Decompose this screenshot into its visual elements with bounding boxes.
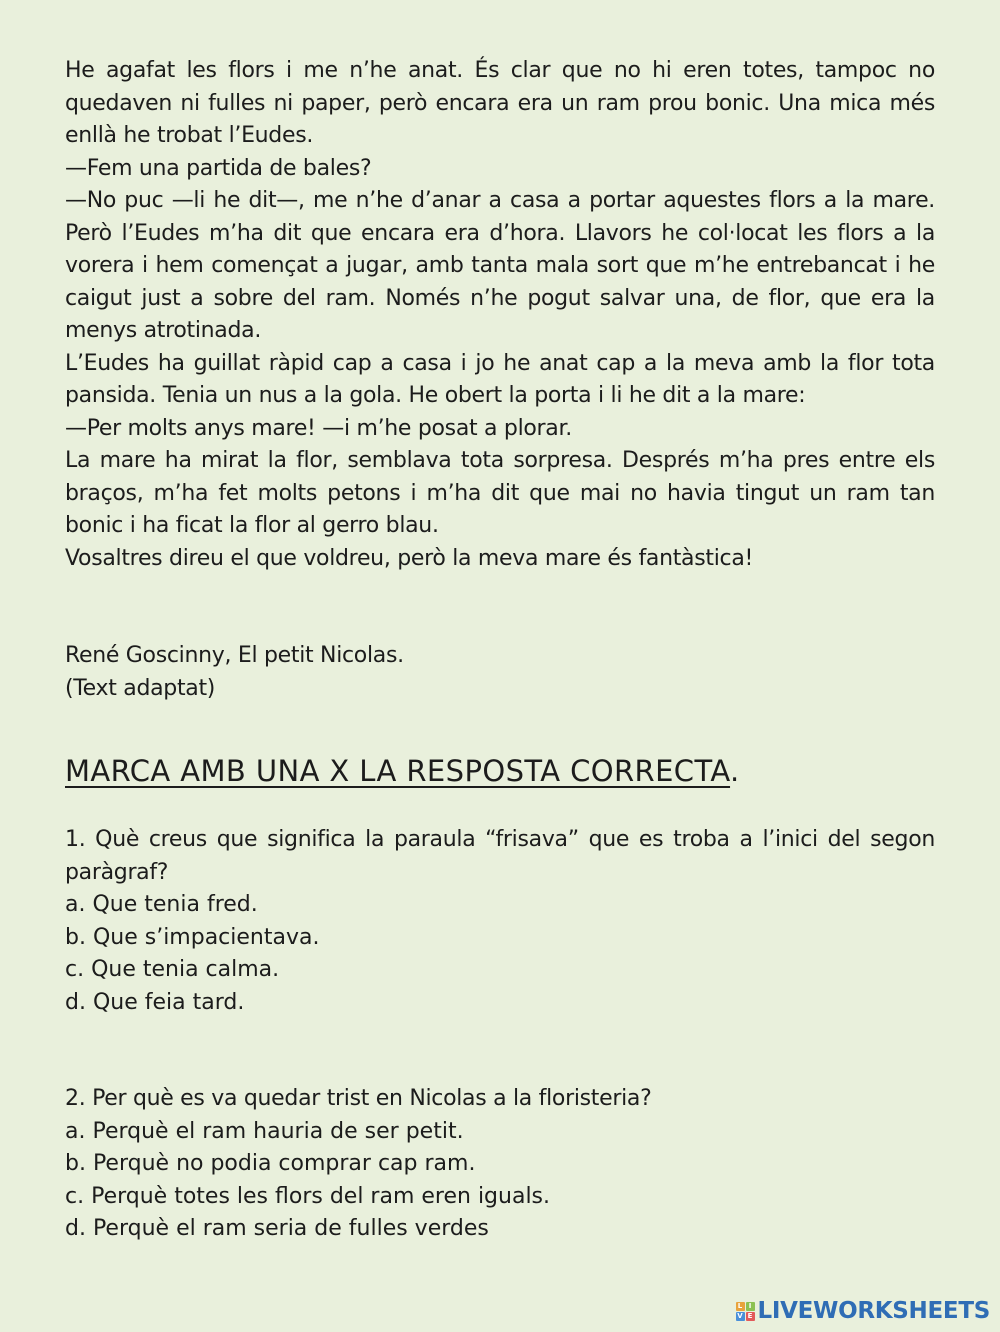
- instruction-heading: [65, 751, 935, 791]
- logo-text: LIVEWORKSHEETS: [757, 1298, 990, 1324]
- question-1: [65, 824, 935, 1019]
- reading-paragraph: —Per molts anys mare! —i m’he posat a plorar.: [65, 415, 572, 441]
- question-text: 2. Per què es va quedar trist en Nicolas a la floristeria?: [65, 1086, 652, 1111]
- logo-badge-letter: L: [736, 1302, 745, 1311]
- adapted-note: (Text adaptat): [65, 675, 216, 701]
- answer-option[interactable]: b. Que s’impacientava.: [65, 924, 320, 950]
- reading-paragraph: He agafat les flors i me n’he anat. És clar que no hi eren totes, tampoc no quedaven ni fulles ni paper, però encara era un ram prou bonic. Una mica més enllà he trobat l’Eudes.: [65, 58, 935, 148]
- logo-badge-letter: I: [746, 1302, 755, 1311]
- reading-paragraph: —Fem una partida de bales?: [65, 155, 372, 181]
- reading-text: [65, 55, 935, 575]
- answer-option[interactable]: d. Que feia tard.: [65, 989, 245, 1015]
- answer-option[interactable]: c. Perquè totes les flors del ram eren iguals.: [65, 1183, 551, 1209]
- answer-option[interactable]: a. Que tenia fred.: [65, 892, 258, 917]
- author-line: René Goscinny, El petit Nicolas.: [65, 643, 404, 668]
- liveworksheets-logo: [736, 1296, 990, 1326]
- logo-badge-letter: V: [737, 1311, 743, 1320]
- instruction-period: .: [730, 754, 740, 788]
- answer-option[interactable]: d. Perquè el ram seria de fulles verdes: [65, 1216, 489, 1241]
- reading-paragraph: Vosaltres direu el que voldreu, però la meva mare és fantàstica!: [65, 545, 754, 571]
- source-citation: [65, 640, 935, 705]
- reading-paragraph: La mare ha mirat la flor, semblava tota sorpresa. Després m’ha pres entre els braços, m’ha fet molts petons i m’ha dit que mai no havia tingut un ram tan bonic i ha ficat la flor al gerro blau.: [65, 448, 935, 538]
- answer-option[interactable]: a. Perquè el ram hauria de ser petit.: [65, 1118, 464, 1144]
- worksheet-page: [65, 55, 935, 1246]
- logo-badge-letter: E: [746, 1312, 755, 1321]
- question-text: 1. Què creus que significa la paraula “frisava” que es troba a l’inici del segon paràgraf?: [65, 827, 935, 885]
- answer-option[interactable]: b. Perquè no podia comprar cap ram.: [65, 1151, 476, 1176]
- logo-badge-icon: [736, 1302, 755, 1321]
- instruction-text: MARCA AMB UNA X LA RESPOSTA CORRECTA: [65, 754, 731, 788]
- reading-paragraph: L’Eudes ha guillat ràpid cap a casa i jo he anat cap a la meva amb la flor tota pansida. Tenia un nus a la gola. He obert la porta i li he dit a la mare:: [65, 350, 935, 408]
- question-2: [65, 1083, 935, 1246]
- answer-option[interactable]: c. Que tenia calma.: [65, 957, 280, 982]
- reading-paragraph: —No puc —li he dit—, me n’he d’anar a casa a portar aquestes flors a la mare. Però l’Eudes m’ha dit que encara era d’hora. Llavors he col·locat les flors a la vorera i hem començat a jugar, amb tanta mala sort que m’he entrebancat i he caigut just a sobre del ram. Només n’he pogut salvar una, de flor, que era la menys atrotinada.: [65, 188, 935, 343]
